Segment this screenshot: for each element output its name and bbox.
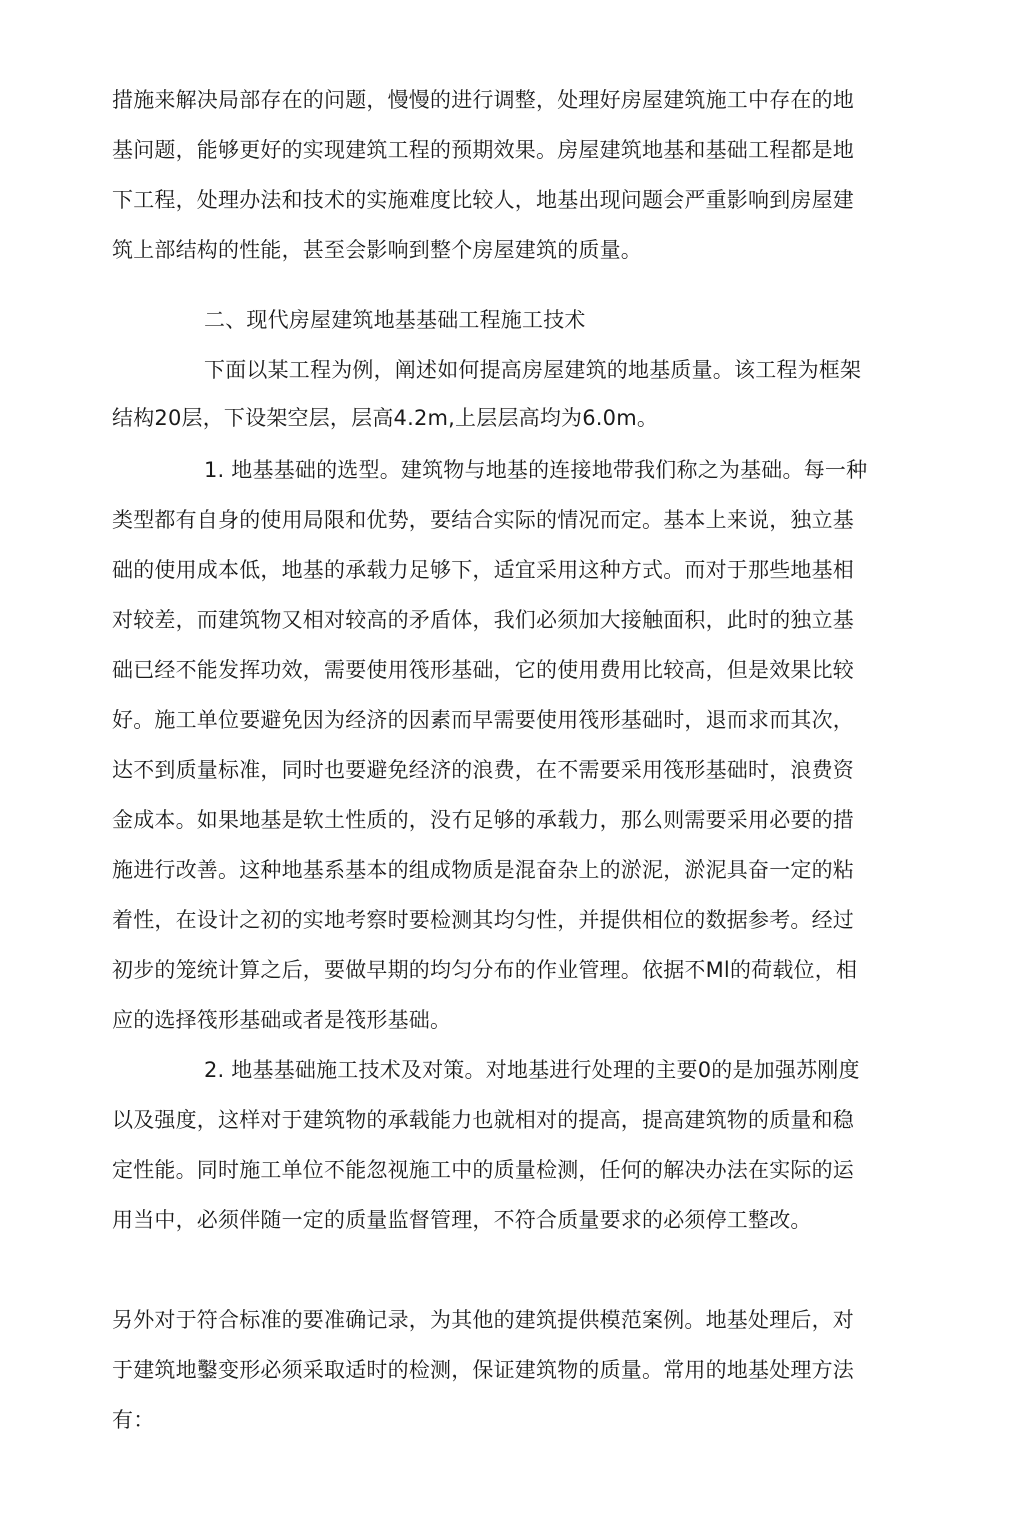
- text-line: 着性，在设计之初的实地考察时要检测其均匀性，并提供相位的数据参考。经过: [112, 908, 854, 932]
- text-line: 基问题，能够更好的实现建筑工程的预期效果。房屋建筑地基和基础工程都是地: [112, 138, 854, 162]
- text-line: 用当中，必须伴随一定的质量监督管理，不符合质量要求的必须停工整改。: [112, 1208, 812, 1232]
- text-line: 初步的笼统计算之后，要做早期的均匀分布的作业管理。依据不Ml的荷载位，相: [112, 958, 858, 982]
- text-line: 另外对于符合标准的要准确记录，为其他的建筑提供模范案例。地基处理后，对: [112, 1308, 854, 1332]
- text-line: 金成本。如果地基是软土性质的，没冇足够的承载力，那么则需要采用必要的措: [112, 808, 854, 832]
- text-line: 下面以某工程为例，阐述如何提高房屋建筑的地基质量。该工程为框架: [204, 358, 862, 382]
- text-line: 措施来解决局部存在的问题，慢慢的进行调整，处理好房屋建筑施工中存在的地: [112, 88, 854, 112]
- text-line: 以及强度，这样对于建筑物的承载能力也就相对的提高，提高建筑物的质量和稳: [112, 1108, 854, 1132]
- text-line: 筑上部结构的性能，甚至会影响到整个房屋建筑的质量。: [112, 238, 642, 262]
- text-line: 应的选择筏形基础或者是筏形基础。: [112, 1008, 452, 1032]
- text-line: 于建筑地鑿变形必须采取适时的检测，保证建筑物的质量。常用的地基处理方法: [112, 1358, 854, 1382]
- text-line: 结构20层，下设架空层，层高4.2m,上层层高均为6.0m。: [112, 406, 659, 430]
- text-line: 对较差，而建筑物又相对较高的矛盾体，我们必须加大接触面积，此时的独立基: [112, 608, 854, 632]
- text-line: 好。施工单位要避免因为经济的因素而早需要使用筏形基础时，退而求而其次，: [112, 708, 854, 732]
- text-line: 达不到质量标准，同时也要避免经济的浪费，在不需要采用筏形基础时，浪费资: [112, 758, 854, 782]
- text-line: 有：: [112, 1408, 155, 1432]
- text-line: 类型都有自身的使用局限和优势，要结合实际的情况而定。基本上来说，独立基: [112, 508, 854, 532]
- text-line: 础已经不能发挥功效，需要使用筏形基础，它的使用费用比较高，但是效果比较: [112, 658, 854, 682]
- text-line: 定性能。同时施工单位不能忽视施工中的质量检测，任何的解决办法在实际的运: [112, 1158, 854, 1182]
- text-line: 2. 地基基础施工技术及对策。对地基进行处理的主要0的是加强苏刚度: [204, 1058, 860, 1082]
- text-line: 下工程，处理办法和技术的实施难度比较人，地基出现问题会严重影响到房屋建: [112, 188, 854, 212]
- text-line: 施进行改善。这种地基系基本的组成物质是混奋杂上的淤泥，淤泥具奋一定的粘: [112, 858, 854, 882]
- text-line: 1. 地基基础的选型。建筑物与地基的连接地带我们称之为基础。每一种: [204, 458, 868, 482]
- text-line: 础的使用成本低，地基的承载力足够下，适宜采用这种方式。而对于那些地基相: [112, 558, 854, 582]
- section-heading: 二、现代房屋建筑地基基础工程施工技术: [204, 308, 586, 332]
